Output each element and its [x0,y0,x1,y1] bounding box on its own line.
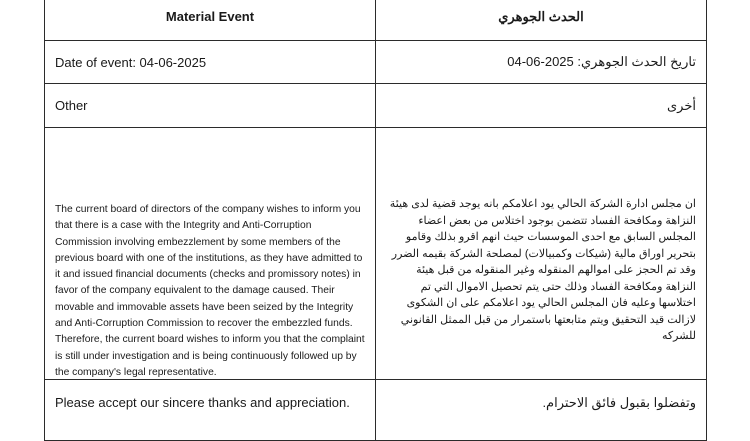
disclosure-table [44,0,707,441]
event-date-arabic: تاريخ الحدث الجوهري: 2025-06-04 [507,54,696,69]
header-arabic: الحدث الجوهري [498,8,584,24]
event-details-arabic: ان مجلس ادارة الشركة الحالي يود اعلامكم بانه يوجد قضية لدى هيئة النزاهة ومكافحة الفساد تتضمن بوجود اختلاس من بعض اعضاء المجلس السابق مع احدى الموسسات حيث انهم اقرو بذلك وقامو بتحرير اوراق مالية (شيكات وكمبيالات) لمصلحة الشركة بقيمه الضرر وقد تم الحجز على اموالهم المنقوله وغير المنقوله من قبل هيئة النزاهة ومكافحة الفساد وذلك حتى يتم تحصيل الاموال التي تم اختلاسها وعليه فان المجلس الحالي يود اعلامكم على ان الشكوى لازالت قيد التحقيق ويتم متابعتها باستمرار من قبل الممثل القانوني للشركه [389,198,696,342]
event-type-row [45,84,706,128]
date-row [45,41,706,84]
event-details-english: The current board of directors of the company wishes to inform you that there is a case with the Integrity and Anti-Corruption Commission involving embezzlement by some members of the previous board with one of the institutions, as they have admitted to it and issued financial documents (checks and promissory notes) in favor of the company equivalent to the damage caused. Their movable and immovable assets have been seized by the Integrity and Anti-Corruption Commission to recover the embezzled funds. Therefore, the current board wishes to inform you that the complaint is still under investigation and is being continuously followed up by the company's legal representative. [45,128,376,379]
header-row [45,0,706,41]
closing-english: Please accept our sincere thanks and appreciation. [45,380,376,440]
event-type-english: Other [45,84,376,127]
header-english: Material Event [45,0,376,40]
closing-row [45,380,706,440]
event-type-arabic: أخرى [667,97,696,113]
event-details-row [45,128,706,380]
closing-arabic: وتفضلوا بقبول فائق الاحترام. [542,395,696,410]
event-date-english: Date of event: 04-06-2025 [45,41,376,83]
